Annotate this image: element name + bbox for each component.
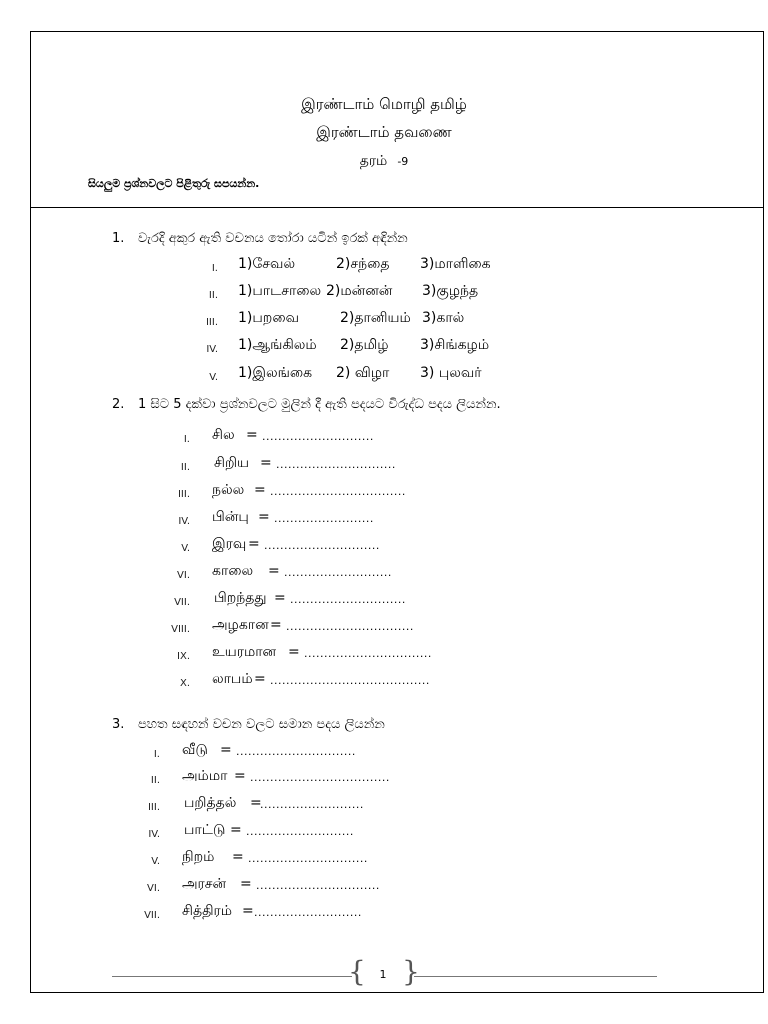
answer-blank[interactable]: .................................. — [270, 485, 406, 498]
q1-option-row — [198, 337, 490, 356]
option-3: 3)சிங்கழம் — [420, 337, 490, 353]
answer-blank[interactable]: ........................... — [284, 566, 392, 579]
answer-blank[interactable]: ......................... — [274, 512, 374, 525]
roman-numeral: V. — [209, 372, 218, 383]
word: லாபம் — [212, 671, 253, 687]
answer-blank[interactable]: ............................. — [290, 593, 406, 606]
term-title: இரண்டாம் தவணை — [316, 123, 452, 141]
question-3-title — [112, 717, 385, 732]
equals-sign: = — [260, 455, 272, 471]
q2-item — [160, 590, 406, 609]
word: உயரமான — [212, 644, 277, 660]
equals-sign: = — [258, 509, 270, 525]
instruction-text: සියලුම ප්‍රශ්නවලට පිළිතුරු සපයන්න. — [88, 177, 260, 190]
equals-sign: = — [246, 427, 258, 443]
grade-line — [0, 153, 768, 171]
option-2: 2) விழா — [336, 365, 390, 381]
q1-option-row — [198, 365, 482, 384]
q2-item — [160, 455, 396, 474]
option-2: 2)சந்தை — [336, 256, 390, 272]
option-3: 3)கால் — [422, 310, 465, 326]
word: பிறந்தது — [214, 590, 267, 606]
q3-item — [130, 849, 368, 868]
roman-numeral: III. — [205, 317, 218, 328]
roman-numeral: IV. — [178, 516, 190, 527]
equals-sign: = — [248, 536, 260, 552]
header-divider — [30, 207, 764, 208]
q2-item — [160, 427, 374, 446]
roman-numeral: II. — [180, 462, 190, 473]
option-1: 1)பாடசாலை — [238, 283, 322, 299]
roman-numeral: III. — [177, 489, 190, 500]
equals-sign: = — [270, 617, 282, 633]
answer-blank[interactable]: .............................. — [248, 852, 368, 865]
question-number: 1. — [112, 231, 125, 246]
roman-numeral: III. — [147, 802, 160, 813]
option-2: 2)தானியம் — [340, 310, 411, 326]
q2-item — [160, 509, 374, 528]
word: வீடு — [182, 742, 208, 758]
roman-numeral: I. — [183, 434, 190, 445]
roman-numeral: IX. — [177, 651, 190, 662]
equals-sign: = — [232, 849, 244, 865]
grade-label: தரம் — [359, 153, 388, 169]
roman-numeral: V. — [181, 543, 190, 554]
q3-item — [130, 742, 356, 761]
word: சிறிய — [214, 455, 250, 471]
answer-blank[interactable]: ........................................ — [270, 674, 430, 687]
q2-item — [160, 671, 430, 690]
equals-sign: = — [220, 742, 232, 758]
word: நல்ல — [212, 482, 245, 498]
equals-sign: = — [240, 876, 252, 892]
roman-numeral: X. — [179, 678, 190, 689]
left-brace-icon: { — [348, 955, 366, 988]
equals-sign: = — [254, 671, 266, 687]
roman-numeral: VII. — [174, 597, 190, 608]
word: பாட்டு — [184, 822, 226, 838]
option-1: 1)இலங்கை — [238, 365, 313, 381]
roman-numeral: I. — [211, 263, 218, 274]
roman-numeral: II. — [208, 290, 218, 301]
option-3: 3) புலவர் — [420, 365, 482, 381]
answer-blank[interactable]: .......................... — [260, 798, 364, 811]
equals-sign: = — [250, 795, 262, 811]
option-2: 2)மன்னன் — [326, 283, 393, 299]
q1-option-row — [198, 283, 479, 302]
q2-item — [160, 563, 392, 582]
footer-line-right — [414, 976, 657, 977]
q2-item — [160, 644, 432, 663]
q2-item — [160, 617, 414, 636]
equals-sign: = — [230, 822, 242, 838]
equals-sign: = — [288, 644, 300, 660]
subject-title: இரண்டாம் மொழி தமிழ் — [301, 95, 467, 113]
answer-blank[interactable]: ........................... — [254, 906, 362, 919]
page-number: 1 — [379, 968, 387, 981]
answer-blank[interactable]: ............................. — [264, 539, 380, 552]
roman-numeral: I. — [153, 749, 160, 760]
option-2: 2)தமிழ் — [340, 337, 389, 353]
q3-item — [130, 876, 380, 895]
option-1: 1)ஆங்கிலம் — [238, 337, 317, 353]
answer-blank[interactable]: ................................ — [286, 620, 414, 633]
q3-item — [130, 768, 390, 787]
roman-numeral: VII. — [144, 910, 160, 921]
question-2-title — [112, 397, 501, 412]
roman-numeral: VI. — [147, 883, 160, 894]
equals-sign: = — [268, 563, 280, 579]
equals-sign: = — [254, 482, 266, 498]
answer-blank[interactable]: ........................... — [246, 825, 354, 838]
grade-value: -9 — [397, 155, 409, 168]
question-number: 2. — [112, 397, 125, 412]
word: சில — [212, 427, 235, 443]
equals-sign: = — [234, 768, 246, 784]
word: அரசன் — [182, 876, 227, 892]
question-text: 1 සිට 5 දක්වා ප්‍රශ්නවලට මුලින් දී ඇති පදයට විරුද්ධ පදය ලියන්න. — [138, 397, 501, 412]
option-1: 1)பறவை — [238, 310, 299, 326]
answer-blank[interactable]: .............................. — [236, 745, 356, 758]
answer-blank[interactable]: .............................. — [276, 458, 396, 471]
roman-numeral: V. — [151, 856, 160, 867]
word: பின்பு — [212, 509, 249, 525]
roman-numeral: VI. — [177, 570, 190, 581]
question-text: පහත සඳහන් වචන වලට සමාන පදය ලියන්න — [138, 717, 385, 732]
answer-blank[interactable]: ................................ — [304, 647, 432, 660]
q2-item — [160, 482, 406, 501]
q3-item — [130, 795, 364, 814]
answer-blank[interactable]: ............................... — [256, 879, 380, 892]
word: சித்திரம் — [182, 903, 233, 919]
equals-sign: = — [274, 590, 286, 606]
equals-sign: = — [242, 903, 254, 919]
question-text: වැරදි අකුර ඇති වචනය තෝරා යටින් ඉරක් අඳින්න — [138, 231, 408, 246]
option-3: 3)மாளிகை — [420, 256, 491, 272]
option-3: 3)குழந்த — [422, 283, 479, 299]
roman-numeral: IV. — [206, 344, 218, 355]
q2-item — [160, 536, 380, 555]
roman-numeral: II. — [150, 775, 160, 786]
q3-item — [130, 903, 362, 922]
q1-option-row — [198, 256, 491, 275]
word: நிறம் — [182, 849, 215, 865]
question-number: 3. — [112, 717, 125, 732]
q3-item — [130, 822, 354, 841]
word: காலை — [212, 563, 254, 579]
footer-line-left — [112, 976, 352, 977]
word: அம்மா — [182, 768, 228, 784]
q1-option-row — [198, 310, 465, 329]
question-1-title — [112, 231, 408, 246]
word: பறித்தல் — [184, 795, 237, 811]
roman-numeral: IV. — [148, 829, 160, 840]
option-1: 1)சேவல் — [238, 256, 296, 272]
word: அழகான — [212, 617, 269, 633]
answer-blank[interactable]: ............................ — [262, 430, 374, 443]
answer-blank[interactable]: ................................... — [250, 771, 390, 784]
roman-numeral: VIII. — [171, 624, 190, 635]
right-brace-icon: } — [402, 955, 420, 988]
word: இரவு — [212, 536, 247, 552]
